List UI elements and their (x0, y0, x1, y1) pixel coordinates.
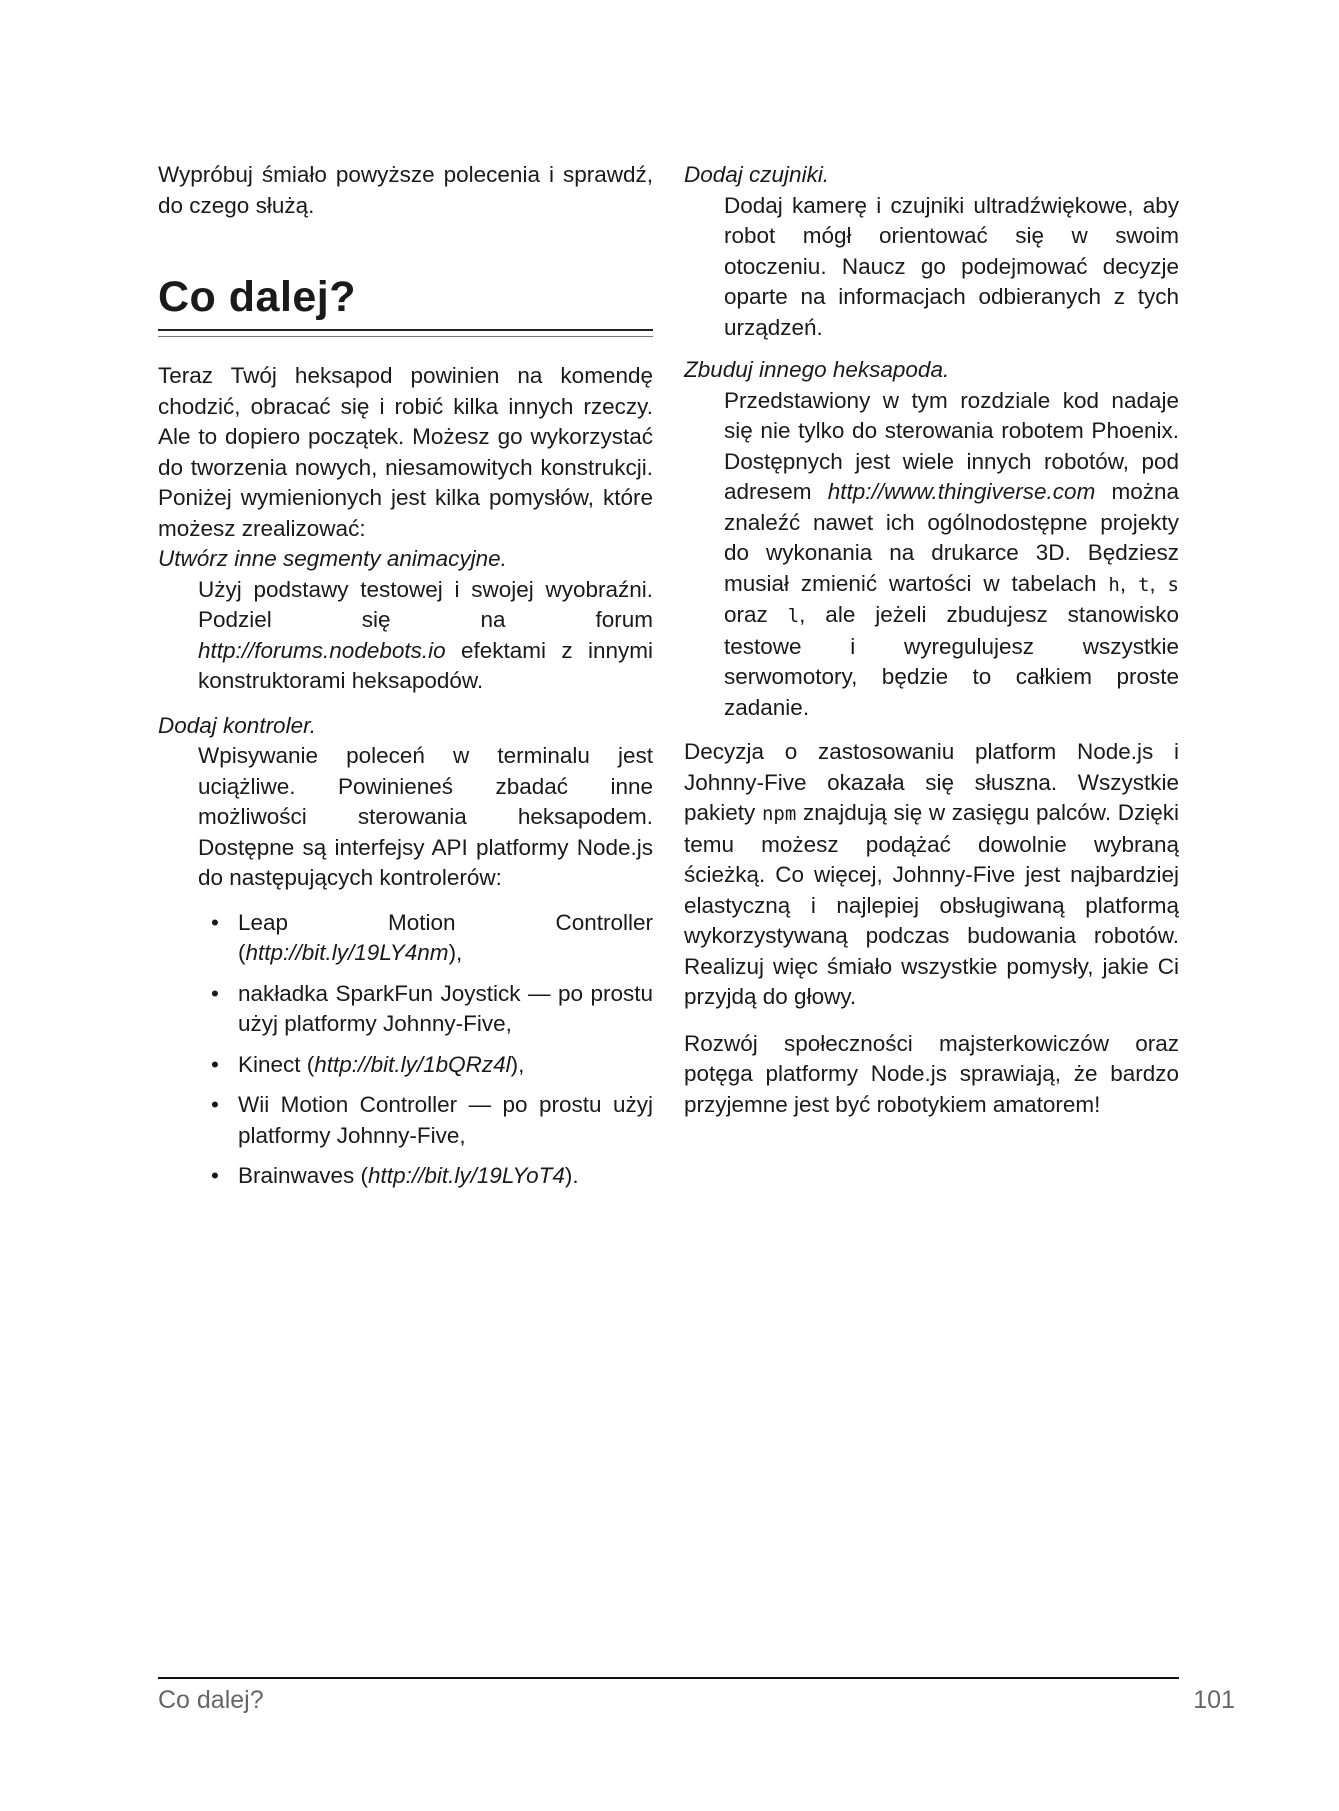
desc-text: Przedstawiony w tym rozdziale kod nadaje się nie tylko do sterowania robotem Phoenix. Dostępnych jest wiele innych robotów, pod adresem (724, 387, 1179, 504)
bullet-icon: • (211, 909, 219, 935)
link[interactable]: http://bit.ly/19LYoT4 (368, 1163, 565, 1188)
list-item (198, 1090, 653, 1151)
code-npm: npm (761, 803, 797, 825)
heading-rule (158, 329, 653, 337)
list-text: nakładka SparkFun Joystick — po prostu użyj platformy Johnny-Five, (238, 980, 653, 1036)
idea-description (724, 386, 1179, 724)
body-paragraph-1: Teraz Twój heksapod powinien na komendę chodzić, obracać się i robić kilka innych rzeczy. Ale to dopiero początek. Możesz go wykorzystać do tworzenia nowych, niesamowitych konstrukcji. Poniżej wymienionych jest kilka pomysłów, które możesz zrealizować: (158, 363, 653, 541)
idea-description: Wpisywanie poleceń w terminalu jest uciążliwe. Powinieneś zbadać inne możliwości sterowania heksapodem. Dostępne są interfejsy API platformy Node.js do następujących kontrolerów: (198, 743, 653, 890)
body-paragraph-2 (684, 737, 1179, 1013)
bullet-icon: • (211, 1092, 219, 1117)
link[interactable]: http://bit.ly/19LY4nm (245, 940, 449, 965)
bullet-icon: • (211, 1051, 219, 1077)
idea-term: Zbuduj innego heksapoda. (684, 357, 950, 382)
left-column (158, 160, 653, 1202)
list-item (198, 979, 653, 1040)
body-paragraph-3: Rozwój społeczności majsterkowiczów oraz potęga platformy Node.js sprawiają, że bardzo przyjemne jest być robotykiem amatorem! (684, 1030, 1179, 1117)
list-text: Leap Motion Controller ( (238, 909, 653, 965)
idea-item-hexapod (684, 355, 1179, 723)
code-t: t (1137, 573, 1150, 596)
intro-paragraph: Wypróbuj śmiało powyższe polecenia i sprawdź, do czego służą. (158, 162, 653, 218)
idea-item-animations (158, 544, 653, 697)
idea-description: Dodaj kamerę i czujniki ultradźwiękowe, aby robot mógł orientować się w swoim otoczeniu. Naucz go podejmować decyzje oparte na informacjach odbieranych z tych urządzeń. (724, 192, 1179, 340)
right-column (684, 160, 1179, 1120)
desc-text: oraz (724, 602, 788, 627)
code-s: s (1167, 573, 1179, 596)
desc-text: , ale jeżeli zbudujesz stanowisko testowe i wyregulujesz wszystkie serwomotory, będzie to całkiem proste zadanie. (724, 602, 1179, 720)
idea-item-controller (158, 711, 653, 1192)
footer-section-title: Co dalej? (158, 1686, 264, 1714)
idea-item-sensors (684, 160, 1179, 343)
section-heading: Co dalej? (158, 273, 357, 321)
footer-rule (158, 1677, 1179, 1679)
list-text: Wii Motion Controller — po prostu użyj platformy Johnny-Five, (238, 1092, 653, 1148)
desc-text: , (1119, 570, 1138, 596)
list-text: ), (448, 940, 463, 965)
controller-list (198, 908, 653, 1192)
code-h: h (1108, 573, 1120, 596)
bullet-icon: • (211, 1163, 219, 1188)
thingiverse-link[interactable]: http://www.thingiverse.com (827, 479, 1096, 504)
desc-text: można znaleźć nawet ich ogólnodostępne projekty do wykonania na drukarce 3D. Będziesz musiał zmienić wartości w tabelach (724, 479, 1179, 596)
idea-term: Dodaj czujniki. (684, 162, 830, 187)
list-text: ). (564, 1163, 579, 1188)
code-l: l (787, 605, 800, 627)
page-number: 101 (1193, 1686, 1235, 1714)
list-item (198, 908, 653, 969)
para-text: znajdują się w zasięgu palców. Dzięki temu możesz podążać dowolnie wybraną ścieżką. Co więcej, Johnny-Five jest najbardziej elastyczną i najlepiej obsługiwaną platformą wykorzystywaną podczas budowania robotów. Realizuj więc śmiało wszystkie pomysły, jakie Ci przyjdą do głowy. (684, 800, 1179, 1009)
para-text: Decyzja o zastosowaniu platform Node.js i Johnny-Five okazała się słuszna. Wszystkie pakiety (684, 739, 1179, 825)
list-text: Kinect ( (238, 1051, 315, 1077)
desc-text: efektami z innymi konstruktorami heksapodów. (198, 637, 653, 693)
idea-term: Utwórz inne segmenty animacyjne. (158, 546, 507, 571)
idea-description (198, 575, 653, 697)
list-item (198, 1050, 653, 1081)
desc-text: Użyj podstawy testowej i swojej wyobraźni. Podziel się na forum (198, 576, 653, 632)
forum-link[interactable]: http://forums.nodebots.io (198, 637, 446, 663)
link[interactable]: http://bit.ly/1bQRz4l (314, 1051, 511, 1077)
idea-term: Dodaj kontroler. (158, 712, 316, 738)
bullet-icon: • (211, 980, 219, 1006)
list-item (198, 1161, 653, 1192)
desc-text: , (1149, 570, 1168, 596)
list-text: Brainwaves ( (238, 1163, 369, 1188)
list-text: ), (510, 1051, 525, 1077)
